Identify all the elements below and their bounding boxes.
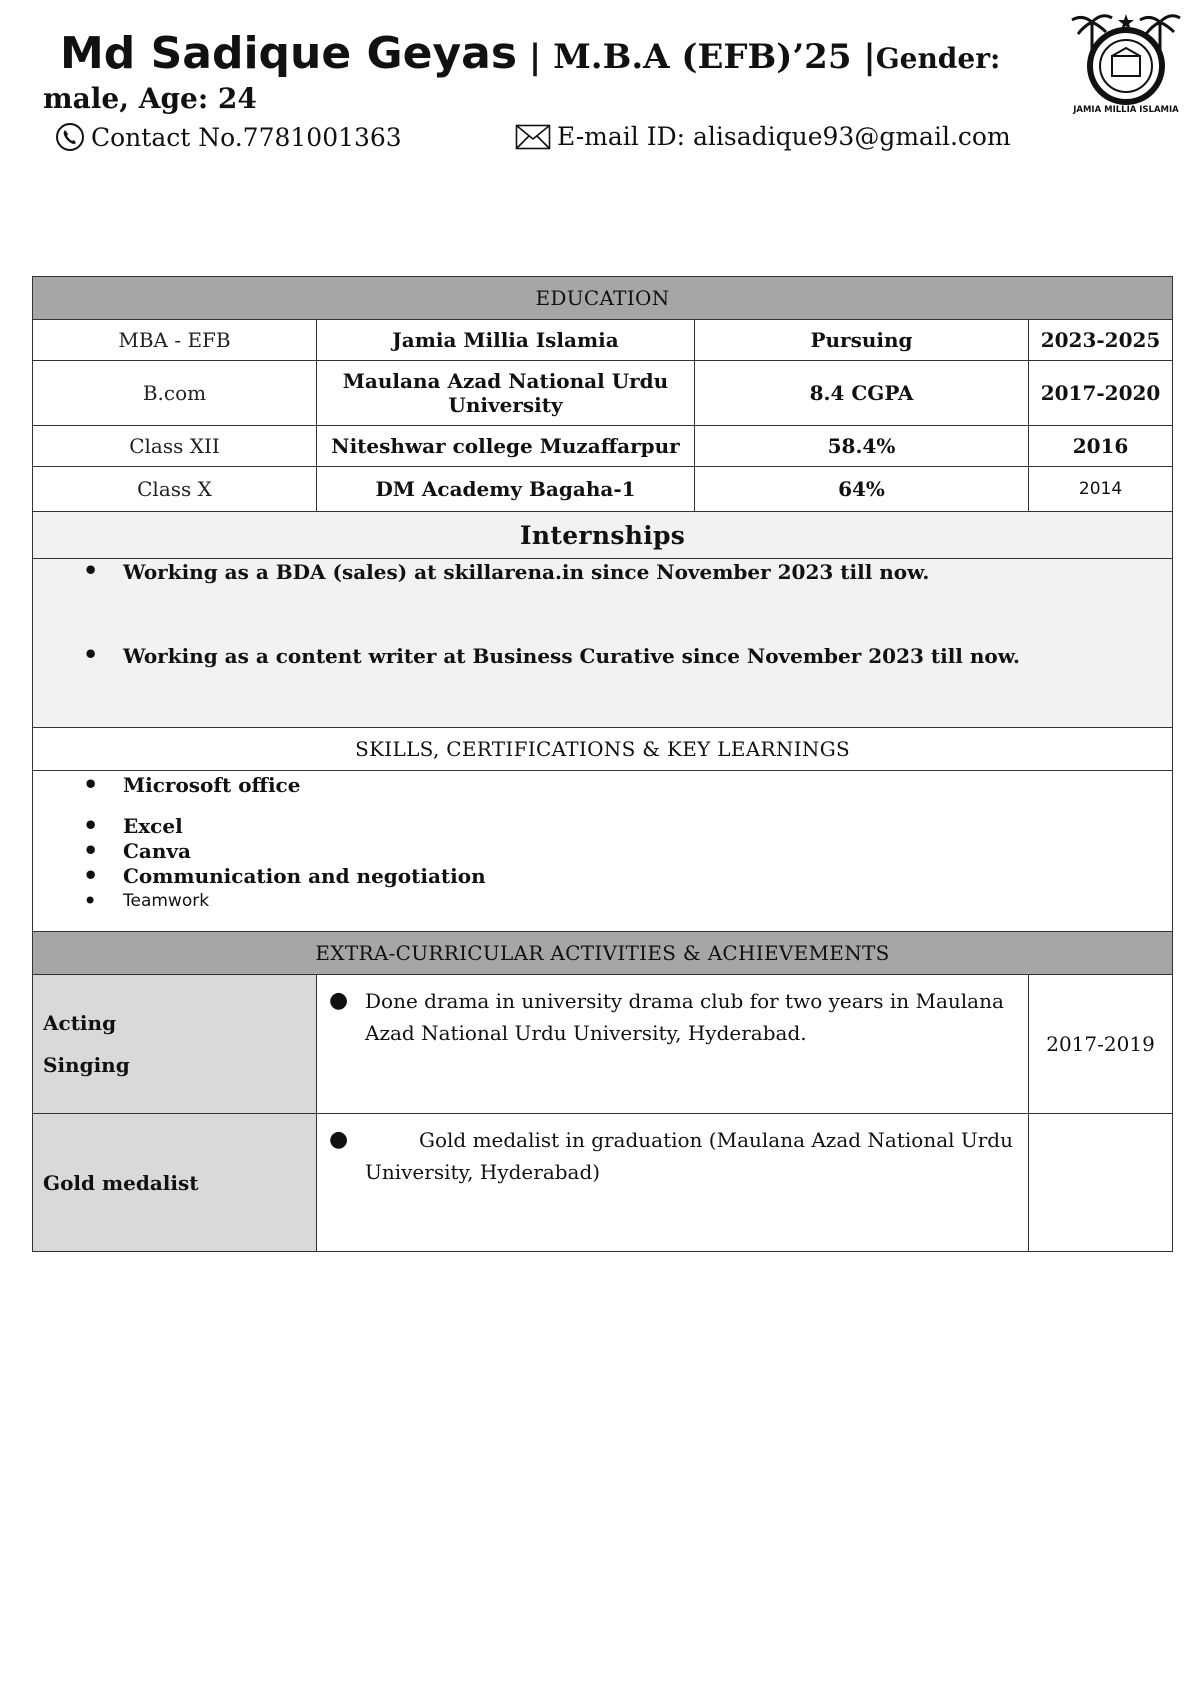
education-year: 2016 [1029,426,1173,467]
education-year: 2017-2020 [1029,361,1173,426]
phone-icon [55,122,85,152]
contact-phone [55,122,402,152]
activity-description: Gold medalist in graduation (Maulana Azad National Urdu University, Hyderabad) [365,1128,1013,1184]
education-level: B.com [33,361,317,426]
list-item: • Excel [75,814,1166,839]
activity-label: Acting [43,1011,117,1035]
list-item: • Teamwork [75,889,1166,914]
university-logo [1062,8,1190,116]
activity-description-cell [317,975,1029,1114]
gender-label: Gender: [875,42,1001,75]
education-level: Class X [33,467,317,512]
skills-body [33,771,1173,932]
education-institute: Jamia Millia Islamia [317,320,695,361]
activity-label-cell [33,975,317,1114]
internships-body [33,559,1173,728]
activity-label-cell [33,1114,317,1252]
education-heading: EDUCATION [33,277,1173,320]
internships-list [39,559,1166,669]
table-row [33,320,1173,361]
candidate-name: Md Sadique Geyas [60,28,518,79]
activity-description-cell [317,1114,1029,1252]
header-title-line [60,28,1000,79]
table-row [33,361,1173,426]
internships-heading: Internships [33,512,1173,559]
list-item: • Communication and negotiation [75,864,1166,889]
activity-description: Done drama in university drama club for two years in Maulana Azad National Urdu University, Hyderabad. [365,989,1004,1045]
activity-year: 2017-2019 [1029,975,1173,1114]
education-score: 64% [695,467,1029,512]
table-row [33,975,1173,1114]
education-score: 8.4 CGPA [695,361,1029,426]
education-year: 2014 [1029,467,1173,512]
education-score: Pursuing [695,320,1029,361]
phone-number: Contact No.7781001363 [91,122,402,152]
activity-label: Gold medalist [43,1170,199,1195]
table-row [33,1114,1173,1252]
activities-heading: EXTRA-CURRICULAR ACTIVITIES & ACHIEVEMENTS [33,932,1173,975]
activity-label: Singing [43,1053,130,1077]
skills-list [39,771,1166,914]
education-level: MBA - EFB [33,320,317,361]
logo-text: JAMIA MILLIA ISLAMIA [1073,105,1179,115]
title-separator: | [517,37,554,77]
mail-icon [515,124,551,150]
degree: M.B.A (EFB)’25 [553,37,852,77]
activity-year [1029,1114,1173,1252]
resume-table [32,276,1173,1252]
education-level: Class XII [33,426,317,467]
education-institute: Maulana Azad National Urdu University [317,361,695,426]
education-institute: Niteshwar college Muzaffarpur [317,426,695,467]
bullet-icon: ● [329,1127,349,1152]
table-row [33,467,1173,512]
contact-email [515,122,1011,151]
skills-heading: SKILLS, CERTIFICATIONS & KEY LEARNINGS [33,728,1173,771]
list-item: • Microsoft office [75,773,1166,798]
education-score: 58.4% [695,426,1029,467]
education-year: 2023-2025 [1029,320,1173,361]
title-separator: | [851,37,876,77]
education-institute: DM Academy Bagaha-1 [317,467,695,512]
gender-age: male, Age: 24 [43,82,257,115]
list-item: • Working as a BDA (sales) at skillarena.in since November 2023 till now. [75,559,1166,585]
bullet-icon: ● [329,988,349,1013]
email-address: E-mail ID: alisadique93@gmail.com [557,122,1011,151]
list-item: • Working as a content writer at Business Curative since November 2023 till now. [75,643,1166,669]
list-item: • Canva [75,839,1166,864]
table-row [33,426,1173,467]
